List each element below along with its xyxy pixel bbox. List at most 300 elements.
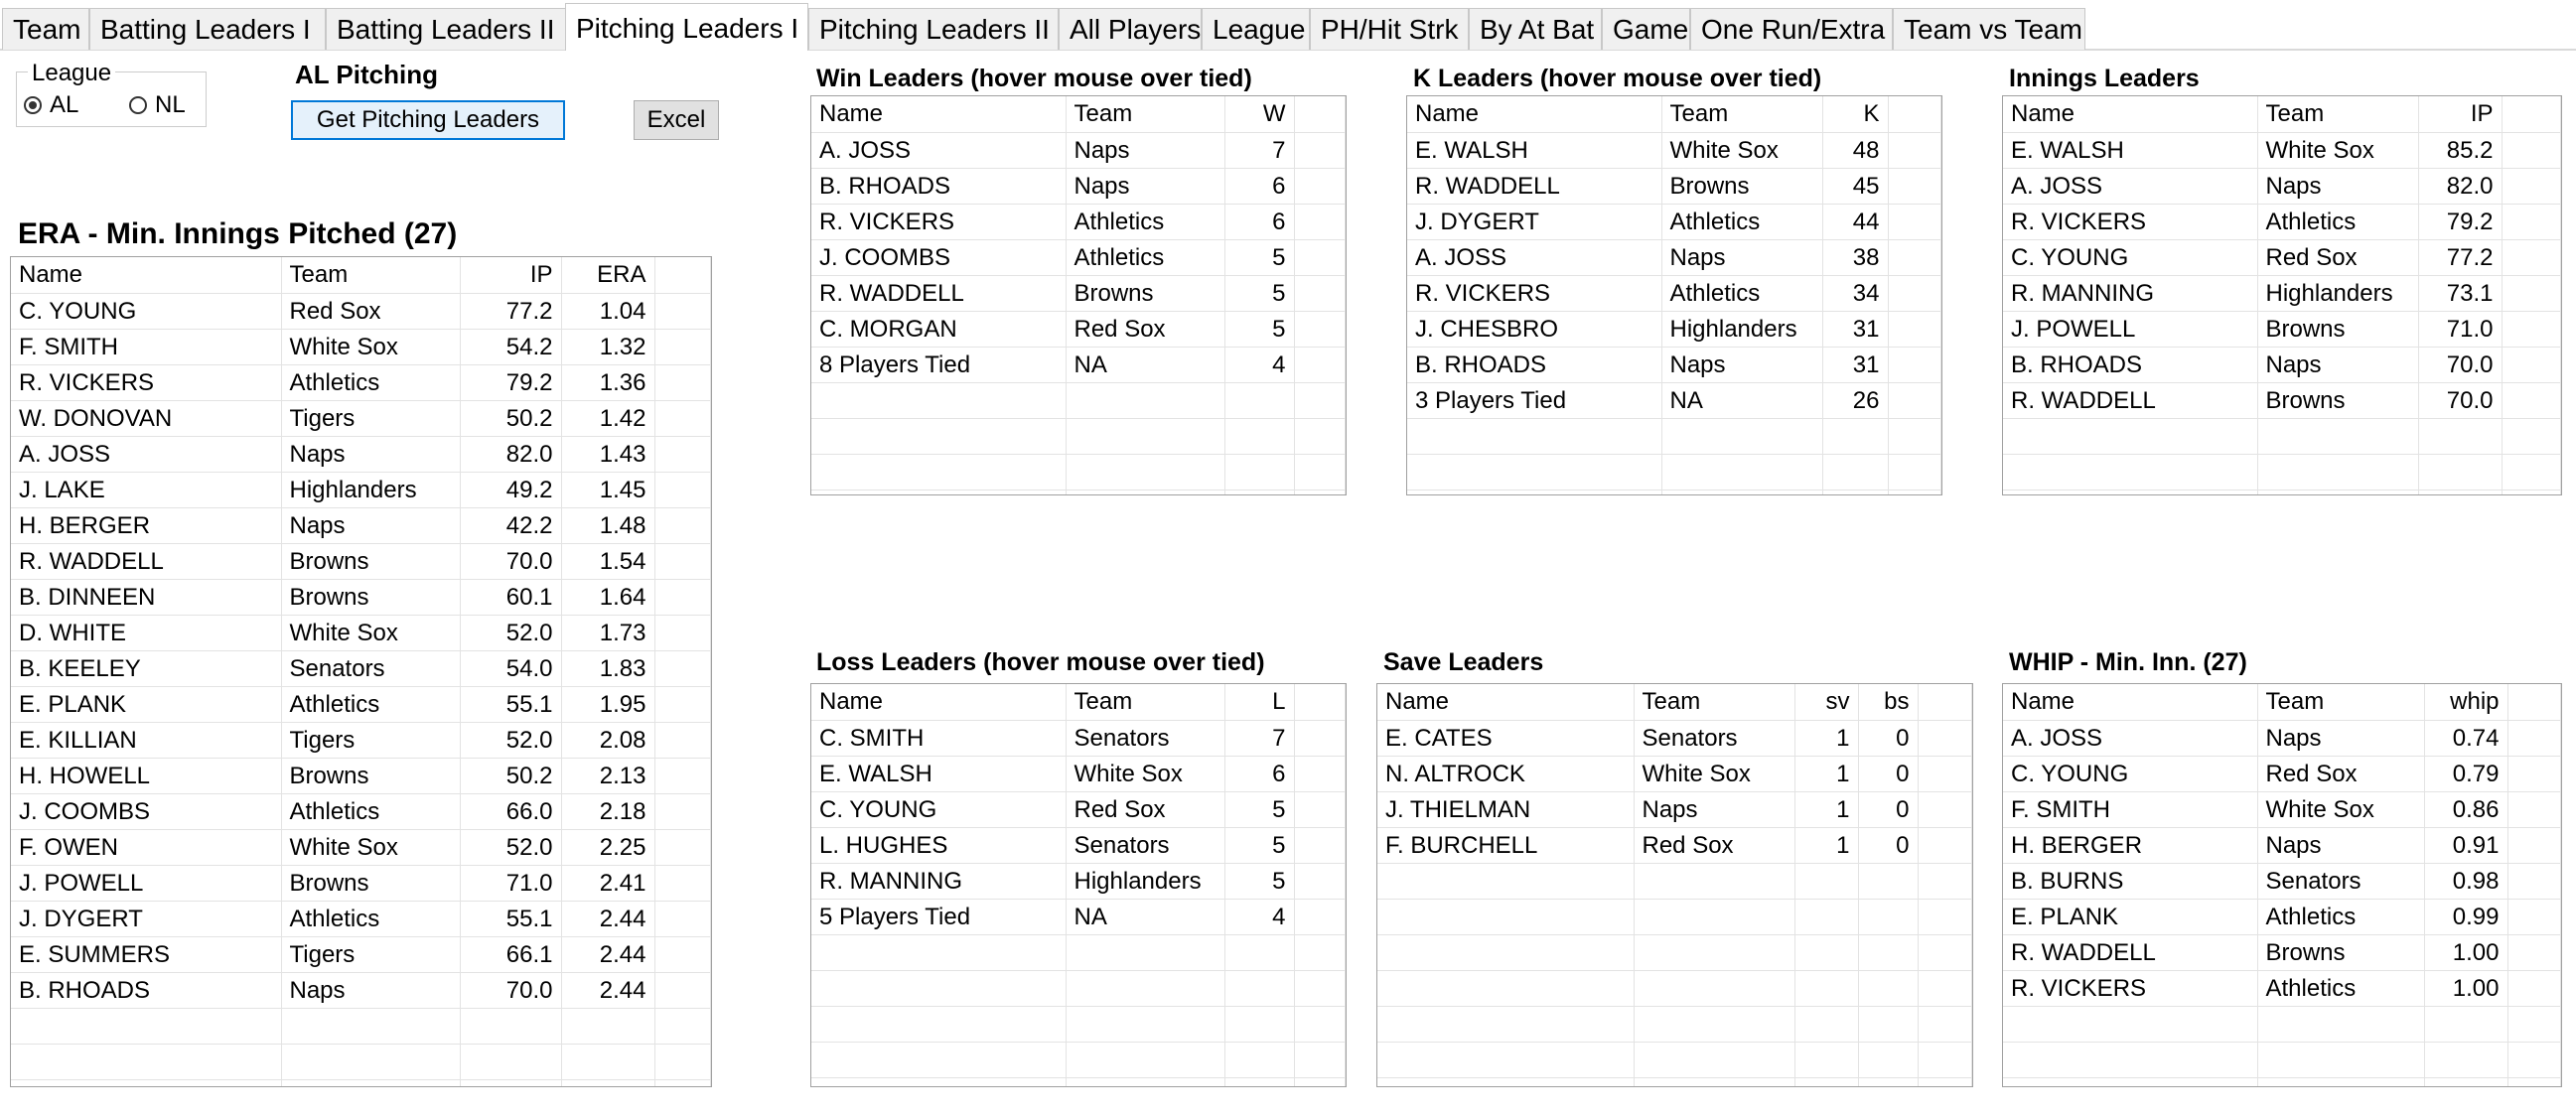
strikeouts-table [1407, 96, 1941, 495]
column-header[interactable]: Team [1066, 96, 1224, 132]
table-cell: 1.73 [561, 615, 654, 650]
table-row[interactable] [2003, 720, 2561, 756]
table-row[interactable] [811, 347, 1346, 382]
table-cell: 5 [1224, 863, 1294, 899]
radio-al[interactable] [24, 91, 78, 119]
table-cell: Senators [1066, 720, 1224, 756]
table-cell [2003, 1077, 2257, 1087]
k-leaders-title: K Leaders (hover mouse over tied) [1413, 65, 1822, 92]
table-cell: 6 [1224, 756, 1294, 791]
table-cell: R. WADDELL [1407, 168, 1661, 204]
table-cell: Naps [2257, 168, 2418, 204]
table-row[interactable] [11, 543, 711, 579]
filler-cell [2502, 132, 2561, 168]
table-cell: 1.43 [561, 436, 654, 472]
table-cell [1377, 934, 1634, 970]
table-cell: 82.0 [460, 436, 561, 472]
table-cell: 8 Players Tied [811, 347, 1066, 382]
table-cell [1377, 1006, 1634, 1042]
tab-by-at-bat[interactable]: By At Bat [1469, 8, 1602, 50]
table-cell [811, 454, 1066, 490]
table-row[interactable] [811, 899, 1346, 934]
filler-cell [1294, 454, 1346, 490]
filler-cell [2502, 168, 2561, 204]
table-cell: Senators [1066, 827, 1224, 863]
table-cell: B. RHOADS [1407, 347, 1661, 382]
table-cell: 2.13 [561, 758, 654, 793]
filler-cell [1294, 490, 1346, 495]
column-header[interactable]: whip [2424, 684, 2507, 720]
filler-cell [1888, 275, 1941, 311]
table-cell: J. COOMBS [11, 793, 281, 829]
tab-league[interactable]: League [1202, 8, 1310, 50]
empty-row [811, 382, 1346, 418]
filler-cell [654, 364, 711, 400]
filler-cell [1294, 275, 1346, 311]
table-row[interactable] [11, 829, 711, 865]
table-cell: 0.74 [2424, 720, 2507, 756]
table-cell: 0 [1858, 756, 1918, 791]
league-pitching-title: AL Pitching [295, 60, 438, 89]
win-leaders-title: Win Leaders (hover mouse over tied) [816, 65, 1252, 92]
filler-cell [1294, 168, 1346, 204]
table-cell: 66.0 [460, 793, 561, 829]
column-header[interactable]: Name [2003, 96, 2257, 132]
empty-row [811, 418, 1346, 454]
table-row[interactable] [1377, 791, 1972, 827]
table-row[interactable] [811, 168, 1346, 204]
losses-table [811, 684, 1346, 1087]
filler-cell [654, 615, 711, 650]
table-cell: C. SMITH [811, 720, 1066, 756]
filler-cell [2502, 490, 2561, 495]
table-cell: Red Sox [1066, 791, 1224, 827]
table-row[interactable] [811, 791, 1346, 827]
table-cell: Naps [1066, 168, 1224, 204]
table-cell: 2.25 [561, 829, 654, 865]
filler-cell [1294, 1077, 1346, 1087]
header-row [1377, 684, 1972, 720]
table-row[interactable] [2003, 934, 2561, 970]
table-cell: 55.1 [460, 686, 561, 722]
innings-table [2003, 96, 2561, 495]
era-grid[interactable] [10, 256, 712, 1087]
table-cell: White Sox [1661, 132, 1822, 168]
table-cell [2424, 1042, 2507, 1077]
radio-nl-indicator[interactable] [129, 96, 147, 114]
empty-row [811, 1077, 1346, 1087]
table-row[interactable] [11, 507, 711, 543]
table-row[interactable] [1377, 756, 1972, 791]
table-cell: Red Sox [1634, 827, 1794, 863]
header-row [811, 684, 1346, 720]
table-cell [1224, 1077, 1294, 1087]
table-row[interactable] [811, 756, 1346, 791]
column-header[interactable]: L [1224, 684, 1294, 720]
table-cell: 4 [1224, 347, 1294, 382]
table-cell [1858, 863, 1918, 899]
table-row[interactable] [1377, 827, 1972, 863]
table-cell: E. WALSH [2003, 132, 2257, 168]
table-cell: 1.45 [561, 472, 654, 507]
table-row[interactable] [1407, 239, 1941, 275]
table-cell: White Sox [281, 829, 460, 865]
table-cell: Red Sox [2257, 239, 2418, 275]
table-row[interactable] [11, 364, 711, 400]
table-cell [1377, 863, 1634, 899]
table-cell: Naps [281, 507, 460, 543]
table-cell: H. HOWELL [11, 758, 281, 793]
filler-cell [654, 650, 711, 686]
table-row[interactable] [2003, 239, 2561, 275]
tab-team-vs-team[interactable]: Team vs Team [1893, 8, 2085, 50]
table-row[interactable] [2003, 382, 2561, 418]
empty-row [811, 1006, 1346, 1042]
empty-row [2003, 1006, 2561, 1042]
tab-batting-leaders-1[interactable]: Batting Leaders I [89, 8, 326, 50]
table-row[interactable] [11, 793, 711, 829]
column-header[interactable]: Name [811, 684, 1066, 720]
filler-cell [1918, 1042, 1972, 1077]
table-row[interactable] [11, 472, 711, 507]
filler-cell [2502, 96, 2561, 132]
table-cell [1858, 899, 1918, 934]
table-cell: 44 [1822, 204, 1888, 239]
column-header[interactable]: Team [2257, 684, 2424, 720]
table-cell [1858, 1042, 1918, 1077]
column-header[interactable]: Team [1634, 684, 1794, 720]
table-cell [2418, 418, 2502, 454]
filler-cell [1918, 756, 1972, 791]
table-cell: J. POWELL [11, 865, 281, 901]
table-cell [1634, 1042, 1794, 1077]
win-leaders-grid[interactable] [810, 95, 1347, 495]
table-cell: 34 [1822, 275, 1888, 311]
table-cell: White Sox [2257, 132, 2418, 168]
filler-cell [1888, 96, 1941, 132]
table-row[interactable] [811, 827, 1346, 863]
column-header[interactable]: Name [11, 257, 281, 293]
table-cell: 2.41 [561, 865, 654, 901]
league-label: League [28, 60, 115, 87]
table-cell [1224, 454, 1294, 490]
tab-one-run-extra[interactable]: One Run/Extra [1690, 8, 1893, 50]
table-row[interactable] [2003, 791, 2561, 827]
table-cell [1661, 454, 1822, 490]
table-row[interactable] [2003, 970, 2561, 1006]
radio-nl[interactable] [129, 91, 186, 119]
table-cell: L. HUGHES [811, 827, 1066, 863]
table-row[interactable] [1377, 720, 1972, 756]
table-row[interactable] [2003, 275, 2561, 311]
tab-team[interactable]: Team [2, 8, 89, 50]
table-row[interactable] [1407, 275, 1941, 311]
table-row[interactable] [11, 865, 711, 901]
k-leaders-grid[interactable] [1406, 95, 1942, 495]
column-header[interactable]: Name [2003, 684, 2257, 720]
table-cell: 2.18 [561, 793, 654, 829]
table-row[interactable] [11, 972, 711, 1008]
column-header[interactable]: K [1822, 96, 1888, 132]
column-header[interactable]: Name [1377, 684, 1634, 720]
tab-ph-hit-strk[interactable]: PH/Hit Strk [1310, 8, 1469, 50]
table-row[interactable] [11, 686, 711, 722]
filler-cell [1294, 720, 1346, 756]
table-row[interactable] [11, 579, 711, 615]
table-row[interactable] [11, 293, 711, 329]
filler-cell [654, 543, 711, 579]
filler-cell [1294, 239, 1346, 275]
column-header[interactable]: sv [1794, 684, 1858, 720]
table-row[interactable] [811, 204, 1346, 239]
table-cell: 70.0 [2418, 382, 2502, 418]
table-cell: 1.48 [561, 507, 654, 543]
table-row[interactable] [11, 436, 711, 472]
table-row[interactable] [1407, 168, 1941, 204]
table-cell: 55.1 [460, 901, 561, 936]
table-cell: E. PLANK [11, 686, 281, 722]
table-cell [1377, 970, 1634, 1006]
table-cell [1794, 863, 1858, 899]
table-cell: 70.0 [460, 972, 561, 1008]
table-cell: 0.91 [2424, 827, 2507, 863]
get-pitching-leaders-button[interactable]: Get Pitching Leaders [291, 100, 565, 140]
table-cell: E. PLANK [2003, 899, 2257, 934]
table-row[interactable] [2003, 347, 2561, 382]
column-header[interactable]: IP [460, 257, 561, 293]
filler-cell [1918, 827, 1972, 863]
table-cell: J. CHESBRO [1407, 311, 1661, 347]
table-row[interactable] [2003, 863, 2561, 899]
filler-cell [1888, 418, 1941, 454]
filler-cell [1294, 418, 1346, 454]
table-cell: A. JOSS [811, 132, 1066, 168]
column-header[interactable]: Team [281, 257, 460, 293]
empty-row [2003, 1077, 2561, 1087]
table-cell: 70.0 [460, 543, 561, 579]
table-cell: Athletics [2257, 970, 2424, 1006]
table-cell: J. DYGERT [1407, 204, 1661, 239]
tab-batting-leaders-2[interactable]: Batting Leaders II [326, 8, 567, 50]
table-row[interactable] [2003, 168, 2561, 204]
table-cell [2424, 1006, 2507, 1042]
table-cell: NA [1066, 899, 1224, 934]
table-cell: 49.2 [460, 472, 561, 507]
table-row[interactable] [1407, 132, 1941, 168]
tab-pitching-leaders-2[interactable]: Pitching Leaders II [808, 8, 1059, 50]
table-cell: C. YOUNG [2003, 756, 2257, 791]
table-row[interactable] [2003, 756, 2561, 791]
table-cell [1224, 934, 1294, 970]
table-cell [561, 1044, 654, 1079]
save-leaders-grid[interactable] [1376, 683, 1973, 1087]
table-cell: White Sox [2257, 791, 2424, 827]
column-header[interactable]: W [1224, 96, 1294, 132]
table-cell: 1 [1794, 791, 1858, 827]
tab-game[interactable]: Game [1602, 8, 1690, 50]
table-cell: 60.1 [460, 579, 561, 615]
column-header[interactable]: bs [1858, 684, 1918, 720]
table-cell: Athletics [1661, 204, 1822, 239]
table-cell: H. BERGER [11, 507, 281, 543]
filler-cell [1294, 1006, 1346, 1042]
table-cell: NA [1066, 347, 1224, 382]
tab-pitching-leaders-1[interactable]: Pitching Leaders I [565, 3, 808, 51]
table-cell: Senators [281, 650, 460, 686]
table-cell: Naps [1066, 132, 1224, 168]
excel-button[interactable]: Excel [634, 100, 719, 140]
table-cell [811, 382, 1066, 418]
table-cell: 54.2 [460, 329, 561, 364]
table-cell [2257, 1077, 2424, 1087]
table-cell: Senators [2257, 863, 2424, 899]
table-cell: Red Sox [2257, 756, 2424, 791]
table-cell: 0 [1858, 720, 1918, 756]
table-cell [1794, 899, 1858, 934]
filler-cell [1918, 684, 1972, 720]
table-cell: Browns [1661, 168, 1822, 204]
table-row[interactable] [2003, 827, 2561, 863]
save-leaders-title: Save Leaders [1383, 648, 1544, 676]
filler-cell [2502, 311, 2561, 347]
table-cell: 26 [1822, 382, 1888, 418]
empty-row [1407, 454, 1941, 490]
table-cell: Naps [281, 972, 460, 1008]
table-cell [1858, 1077, 1918, 1087]
table-row[interactable] [2003, 132, 2561, 168]
filler-cell [1888, 311, 1941, 347]
tab-all-players[interactable]: All Players [1059, 8, 1202, 50]
table-row[interactable] [811, 863, 1346, 899]
table-row[interactable] [2003, 899, 2561, 934]
table-cell: Tigers [281, 936, 460, 972]
table-cell [1822, 418, 1888, 454]
table-row[interactable] [11, 901, 711, 936]
radio-al-indicator[interactable] [24, 96, 42, 114]
loss-leaders-grid[interactable] [810, 683, 1347, 1087]
table-cell: 1.83 [561, 650, 654, 686]
filler-cell [1918, 1077, 1972, 1087]
table-cell: Naps [1661, 239, 1822, 275]
innings-leaders-grid[interactable] [2002, 95, 2562, 495]
filler-cell [654, 293, 711, 329]
table-row[interactable] [1407, 382, 1941, 418]
table-cell: 1.54 [561, 543, 654, 579]
filler-cell [2507, 934, 2561, 970]
empty-row [1377, 863, 1972, 899]
table-row[interactable] [11, 400, 711, 436]
table-row[interactable] [2003, 311, 2561, 347]
empty-row [811, 1042, 1346, 1077]
table-cell: B. BURNS [2003, 863, 2257, 899]
table-row[interactable] [1407, 204, 1941, 239]
table-row[interactable] [11, 722, 711, 758]
table-cell: R. VICKERS [11, 364, 281, 400]
table-row[interactable] [811, 132, 1346, 168]
table-cell [1066, 1077, 1224, 1087]
table-row[interactable] [1407, 311, 1941, 347]
table-cell: 50.2 [460, 400, 561, 436]
column-header[interactable]: Name [811, 96, 1066, 132]
filler-cell [2507, 863, 2561, 899]
table-cell: F. SMITH [11, 329, 281, 364]
table-cell [1794, 1042, 1858, 1077]
table-row[interactable] [11, 615, 711, 650]
table-cell: 5 [1224, 791, 1294, 827]
table-row[interactable] [811, 311, 1346, 347]
table-row[interactable] [1407, 347, 1941, 382]
table-cell [2418, 454, 2502, 490]
column-header[interactable]: IP [2418, 96, 2502, 132]
table-cell [2257, 490, 2418, 495]
table-cell [1634, 1006, 1794, 1042]
table-cell: 0.98 [2424, 863, 2507, 899]
table-row[interactable] [811, 275, 1346, 311]
table-cell: R. VICKERS [811, 204, 1066, 239]
table-cell [1794, 970, 1858, 1006]
header-row [2003, 684, 2561, 720]
table-cell: B. DINNEEN [11, 579, 281, 615]
table-cell [1407, 418, 1661, 454]
table-cell [811, 1077, 1066, 1087]
table-cell: 45 [1822, 168, 1888, 204]
column-header[interactable]: Team [1661, 96, 1822, 132]
table-cell: R. MANNING [2003, 275, 2257, 311]
whip-leaders-grid[interactable] [2002, 683, 2562, 1087]
filler-cell [1294, 382, 1346, 418]
column-header[interactable]: ERA [561, 257, 654, 293]
column-header[interactable]: Team [1066, 684, 1224, 720]
filler-cell [1918, 934, 1972, 970]
table-cell: J. THIELMAN [1377, 791, 1634, 827]
table-cell: 1.64 [561, 579, 654, 615]
table-cell [1822, 490, 1888, 495]
table-cell [1794, 934, 1858, 970]
filler-cell [654, 758, 711, 793]
table-cell: 1.36 [561, 364, 654, 400]
table-row[interactable] [11, 329, 711, 364]
table-cell: 31 [1822, 311, 1888, 347]
table-cell: 0 [1858, 827, 1918, 863]
table-row[interactable] [11, 650, 711, 686]
table-cell: Red Sox [1066, 311, 1224, 347]
column-header[interactable]: Name [1407, 96, 1661, 132]
empty-row [1377, 934, 1972, 970]
table-cell: 50.2 [460, 758, 561, 793]
table-cell: E. KILLIAN [11, 722, 281, 758]
table-row[interactable] [811, 239, 1346, 275]
whip-leaders-title: WHIP - Min. Inn. (27) [2009, 648, 2247, 676]
table-row[interactable] [2003, 204, 2561, 239]
table-cell [561, 1008, 654, 1044]
table-cell: 2.44 [561, 972, 654, 1008]
table-row[interactable] [811, 720, 1346, 756]
filler-cell [1918, 863, 1972, 899]
filler-cell [2502, 347, 2561, 382]
header-row [11, 257, 711, 293]
column-header[interactable]: Team [2257, 96, 2418, 132]
table-row[interactable] [11, 936, 711, 972]
filler-cell [654, 793, 711, 829]
table-cell: White Sox [1066, 756, 1224, 791]
table-cell [1224, 970, 1294, 1006]
table-cell: J. LAKE [11, 472, 281, 507]
filler-cell [654, 436, 711, 472]
table-cell: C. YOUNG [2003, 239, 2257, 275]
table-row[interactable] [11, 758, 711, 793]
empty-row [2003, 454, 2561, 490]
table-cell: Naps [281, 436, 460, 472]
